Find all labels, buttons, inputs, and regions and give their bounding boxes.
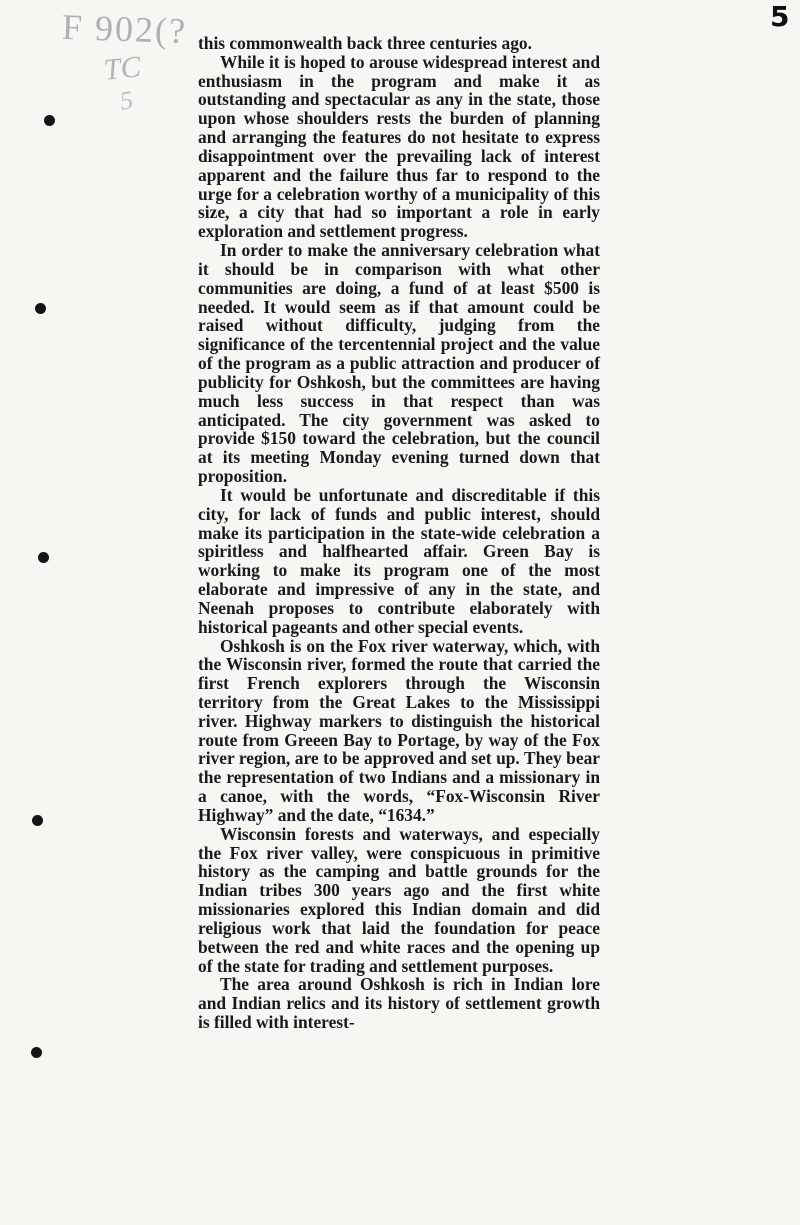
tc-annotation: TC <box>102 50 143 87</box>
clipping-paragraph: While it is hoped to arouse widespread interest and enthusiasm in the program and make it as outstanding and spectacular as any in the state, those upon whose shoulders rests the burden of planning and arranging the features do not hesitate to express disappointment over the prevailing lack of interest apparent and the failure thus far to respond to the urge for a celebration worthy of a municipality of this size, a city that had so important a role in early exploration and settlement progress. <box>198 51 600 242</box>
clipping-paragraph: Oshkosh is on the Fox river waterway, which, with the Wisconsin river, formed the route that carried the first French explorers through the Wisconsin territory from the Great Lakes to the Mississippi river. Highway markers to distinguish the historical route from Greeen Bay to Portage, by way of the Fox river region, are to be approved and set up. They bear the representation of two Indians and a missionary in a canoe, with the words, “Fox-Wisconsin River Highway” and the date, “1634.” <box>198 635 600 825</box>
clipping-paragraph: It would be unfortunate and discreditable if this city, for lack of funds and public interest, should make its participation in the state-wide celebration a spiritless and halfhearted affair. Green Bay is working to make its program one of the most elaborate and impressive of any in the state, and Neenah proposes to contribute elaborately with historical pageants and other special events. <box>198 484 600 637</box>
clipping-paragraph: In order to make the anniversary celebration what it should be in comparison with what other communities are doing, a fund of at least $500 is needed. It would seem as if that amount could be raised without difficulty, judging from the significance of the tercentennial project and the value of the program as a public attraction and producer of publicity for Oshkosh, but the committees are having much less success in that respect than was anticipated. The city government was asked to provide $150 toward the celebration, but the council at its meeting Monday evening turned down that proposition. <box>198 240 600 487</box>
punch-hole-mark <box>31 1047 42 1058</box>
clipping-paragraph: Wisconsin forests and waterways, and especially the Fox river valley, were conspicuous in primitive history as the camping and battle grounds for the Indian tribes 300 years ago and the first white missionaries explored this Indian domain and did religious work that laid the foundation for peace between the red and white races and the opening up of the state for trading and settlement purposes. <box>198 823 600 976</box>
page-number: 5 <box>770 0 790 33</box>
punch-hole-mark <box>32 815 43 826</box>
clipping-paragraph: this commonwealth back three centuries ago. <box>198 33 532 53</box>
clipping-paragraph: The area around Oshkosh is rich in Indian lore and Indian relics and its history of settlement growth is filled with interest- <box>198 974 600 1033</box>
catalog-id-annotation: F 902(? <box>61 6 188 52</box>
pencil-mark-annotation: 5 <box>117 85 136 116</box>
newspaper-clipping <box>198 34 600 1032</box>
punch-hole-mark <box>44 115 55 126</box>
punch-hole-mark <box>35 303 46 314</box>
punch-hole-mark <box>38 552 49 563</box>
